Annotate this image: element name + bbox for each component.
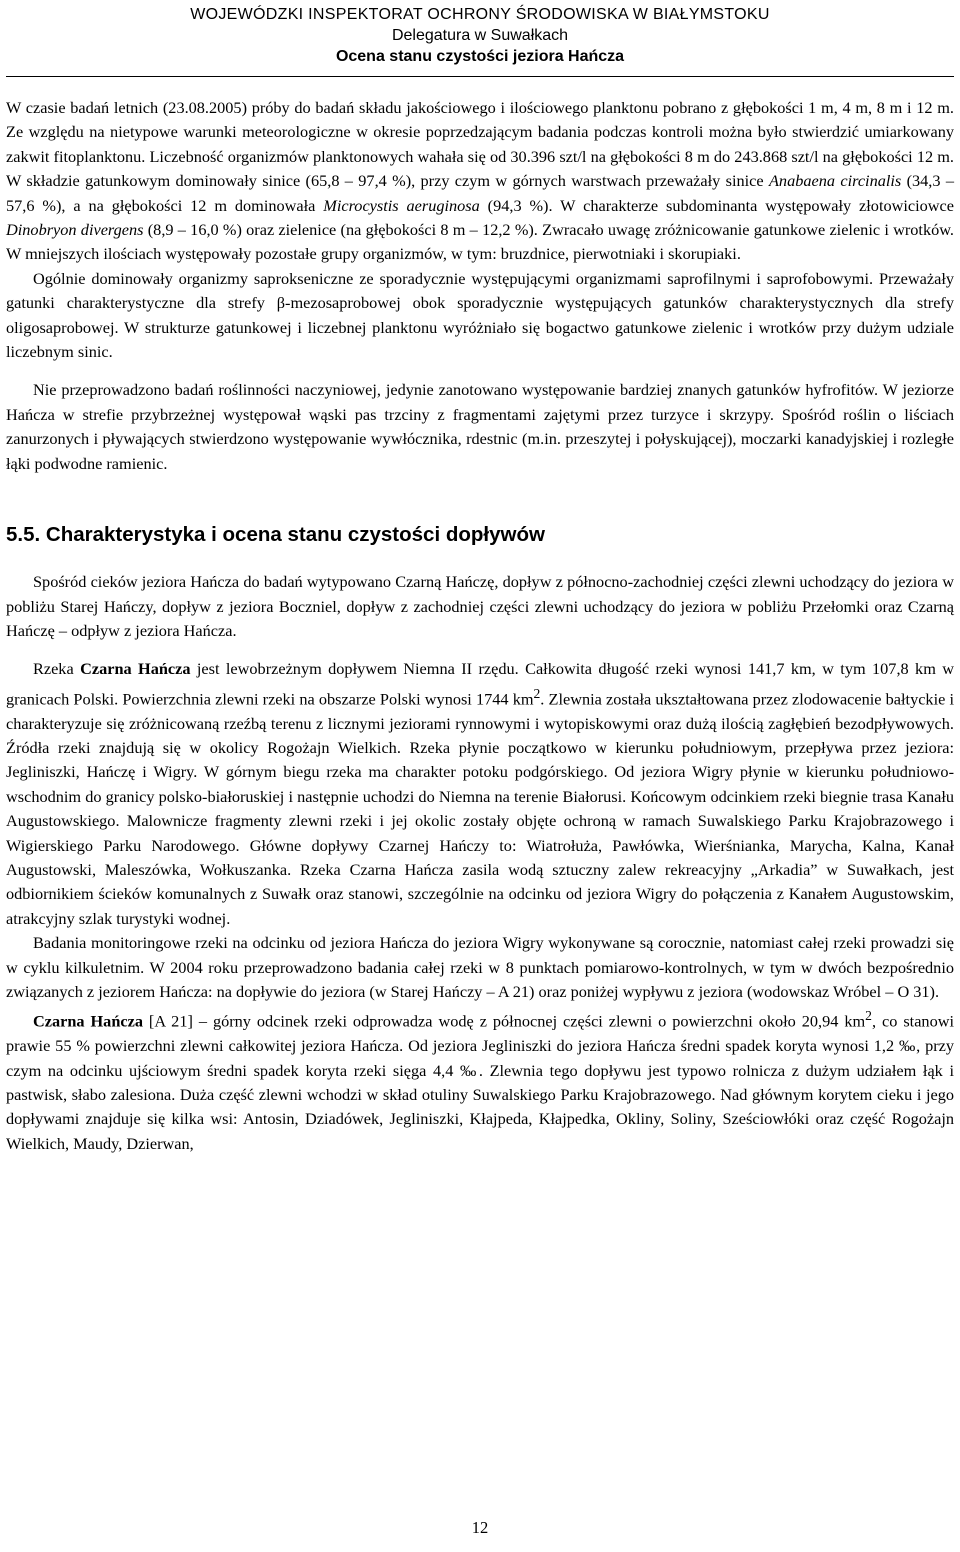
text-run: . Zlewnia została ukształtowana przez zlodowacenie bałtyckie i charakteryzuje się zróżnicowaną rzeźbą terenu z licznymi jeziorami rynnowymi i wytopiskowymi oraz dużą ilością zagłębień bezodpływowych. Źródła rzeki znajdują się w okolicy Rogożajn Wielkich. Rzeka płynie początkowo w kierunku południowym, przepływa przez jeziora: Jegliniszki, Hańczę i Wigry. W górnym biegu rzeka ma charakter potoku podgórskiego. Od jeziora Wigry płynie w kierunku południowo-wschodnim do granicy polsko-białoruskiej i następnie uchodzi do Niemna na terenie Białorusi. Końcowym odcinkiem rzeki biegnie trasa Kanału Augustowskiego. Malownicze fragmenty zlewni rzeki i jej okolic zostały objęte ochroną w ramach Suwalskiego Parku Krajobrazowego i Wigierskiego Parku Narodowego. Główne dopływy Czarnej Hańczy to: Wiatrołuża, Pawłówka, Wierśnianka, Marycha, Kalna, Kanał Augustowski, Maleszówka, Wołkuszanka. Rzeka Czarna Hańcza zasila wodą sztuczny zalew rekreacyjny „Arkadia” w Suwałkach, jest odbiornikiem ścieków komunalnych z Suwałk oraz stanowi, szczególnie na odcinku od jeziora Wigry do połączenia z Kanałem Augustowskim, atrakcyjny szlak turystyki wodnej. xyxy=(6,689,954,928)
text-run: Rzeka xyxy=(33,659,81,679)
header-title: Ocena stanu czystości jeziora Hańcza xyxy=(335,48,625,65)
text-run: (34,3 – 57,6 %), a na głębokości 12 m dominowała xyxy=(6,171,954,215)
document-body xyxy=(6,96,954,1156)
superscript: 2 xyxy=(533,685,541,701)
page-header xyxy=(0,4,960,67)
species-name: Anabaena circinalis xyxy=(768,171,902,191)
superscript: 2 xyxy=(865,1008,872,1024)
section-heading: 5.5. Charakterystyka i ocena stanu czystości dopływów xyxy=(6,523,545,547)
species-name: Microcystis aeruginosa xyxy=(323,195,480,215)
plankton-paragraph-1 xyxy=(6,96,954,267)
header-org: WOJEWÓDZKI INSPEKTORAT OCHRONY ŚRODOWISKA W BIAŁYMSTOKU xyxy=(190,6,770,23)
plankton-paragraph-2: Ogólnie dominowały organizmy saprokseniczne ze sporadycznie występującymi organizmami saprofilnymi i saprofobowymi. Przeważały gatunki charakterystyczne dla strefy β-mezosaprobowej obok sporadycznie występujących gatunków charakterystycznych dla strefy oligosaprobowej. W strukturze gatunkowej i liczebnej planktonu wyróżniało się bogactwo gatunkowe zielenic i wrotków przy dużym udziale liczebnym sinic. xyxy=(6,268,954,362)
tributaries-paragraph-4 xyxy=(6,1004,954,1156)
text-run: (8,9 – 16,0 %) oraz zielenice (na głębokości 8 m – 12,2 %). Zwracało uwagę zróżnicowanie gatunkowe zielenic i wrotków. W mniejszych ilościach występowały pozostałe grupy organizmów, w tym: bruzdnice, pierwotniaki i skorupiaki. xyxy=(6,220,955,264)
text-run: (94,3 %). W charakterze subdominanta występowały złotowiciowce xyxy=(479,195,954,215)
text-run: [A 21] – górny odcinek rzeki odprowadza wodę z północnej części zlewni o powierzchni około 20,94 km xyxy=(142,1011,866,1031)
header-branch: Delegatura w Suwałkach xyxy=(391,27,569,44)
text-run: jest lewobrzeżnym dopływem Niemna II rzędu. Całkowita długość rzeki wynosi 141,7 km, w tym 107,8 km w granicach Polski. Powierzchnia zlewni rzeki na obszarze Polski wynosi 1744 km xyxy=(6,659,955,709)
tributaries-paragraph-1: Spośród cieków jeziora Hańcza do badań wytypowano Czarną Hańczę, dopływ z północno-zachodniej części zlewni uchodzący do jeziora w pobliżu Starej Hańczy, dopływ z jeziora Boczniel, dopływ z zachodniej części zlewni uchodzący do jeziora w pobliżu Przełomki oraz Czarną Hańczę – odpływ z jeziora Hańcza. xyxy=(6,572,954,640)
page-number: 12 xyxy=(471,1518,489,1537)
tributaries-paragraph-2 xyxy=(6,657,954,931)
river-name: Czarna Hańcza xyxy=(80,659,191,679)
tributaries-paragraph-3: Badania monitoringowe rzeki na odcinku od jeziora Hańcza do jeziora Wigry wykonywane są corocznie, natomiast całej rzeki prowadzi się w cyklu kilkuletnim. W 2004 roku przeprowadzono badania całej rzeki w 8 punktach pomiarowo-kontrolnych, w tym w dwóch bezpośrednio związanych z jeziorem Hańcza: na dopływie do jeziora (w Starej Hańczy – A 21) oraz poniżej wypływu z jeziora (wodowskaz Wróbel – O 31). xyxy=(6,933,954,1002)
text-run: W czasie badań letnich (23.08.2005) próby do badań składu jakościowego i ilościowego planktonu pobrano z głębokości 1 m, 4 m, 8 m i 12 m. Ze względu na nietypowe warunki meteorologiczne w okresie poprzedzającym badania podczas kontroli można było stwierdzić umiarkowany zakwit fitoplanktonu. Liczebność organizmów planktonowych wahała się od 30.396 szt/l na głębokości 8 m do 243.868 szt/l na głębokości 12 m. W składzie gatunkowym dominowały sinice (65,8 – 97,4 %), przy czym w górnych warstwach przeważały sinice xyxy=(6,98,954,191)
river-name: Czarna Hańcza xyxy=(33,1011,143,1031)
header-rule xyxy=(6,76,954,77)
text-run: , co stanowi prawie 55 % powierzchni zlewni całkowitej jeziora Hańcza. Od jeziora Jegliniszki do jeziora Hańcza średni spadek koryta wynosi 1,2 ‰, przy czym na odcinku ujściowym średni spadek koryta rzeki sięga 4,4 ‰. Zlewnia tego dopływu jest typowo rolnicza z dużym udziałem łąk i pastwisk, słabo zalesiona. Duża część zlewni wchodzi w skład otuliny Suwalskiego Parku Krajobrazowego. Nad głównym korytem cieku i jego dopływami znajduje się kilka wsi: Antosin, Dziadówek, Jegliniszki, Kłajpeda, Kłajpedka, Okliny, Soliny, Sześciowłóki oraz część Rogożajn Wielkich, Maudy, Dzierwan, xyxy=(6,1011,954,1153)
vegetation-paragraph: Nie przeprowadzono badań roślinności naczyniowej, jedynie zanotowano występowanie bardziej znanych gatunków hyfrofitów. W jeziorze Hańcza w strefie przybrzeżnej występował wąski pas trzciny z fragmentami zajętymi przez turzyce i skrzypy. Spośród roślin o liściach zanurzonych i pływających stwierdzono występowanie wywłócznika, rdestnic (m.in. przeszytej i połyskującej), moczarki kanadyjskiej i rozległe łąki podwodne ramienic. xyxy=(6,380,954,473)
species-name: Dinobryon divergens xyxy=(6,220,144,240)
